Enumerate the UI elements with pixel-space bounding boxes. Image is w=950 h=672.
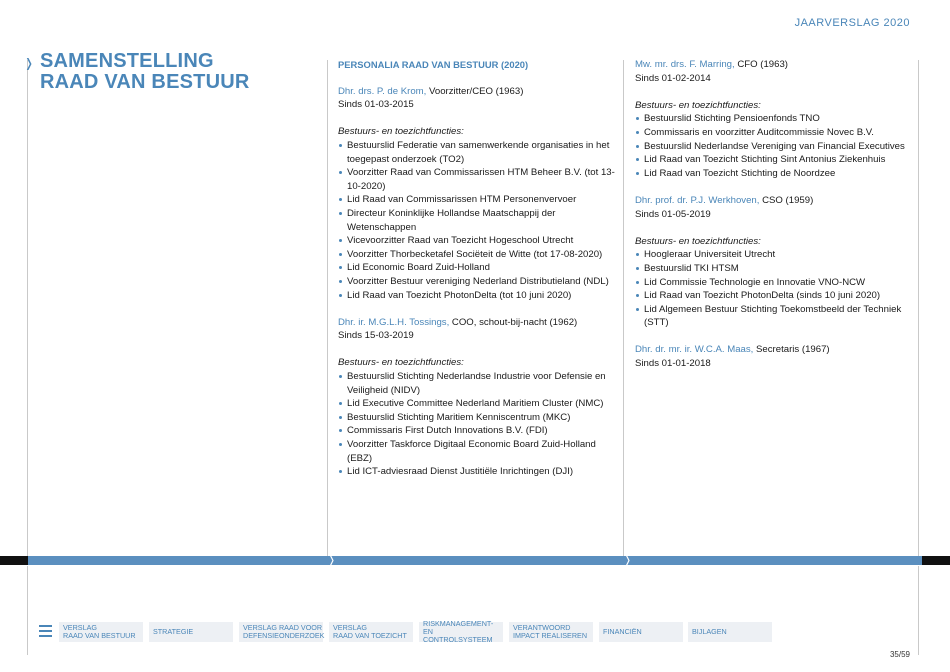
page-title	[40, 51, 250, 93]
person-header	[338, 316, 620, 330]
person-header	[635, 343, 917, 357]
functions-list	[338, 139, 620, 302]
column-divider	[918, 60, 919, 556]
person-role: COO, schout-bij-nacht (1962)	[449, 316, 578, 328]
page-title-line1: SAMENSTELLING	[40, 50, 214, 72]
column-divider	[623, 60, 624, 556]
section-heading: PERSONALIA RAAD VAN BESTUUR (2020)	[338, 59, 529, 70]
list-item: Bestuurslid Nederlandse Vereniging van Financial Executives	[635, 140, 917, 154]
person-since: Sinds 01-02-2014	[635, 72, 711, 84]
functions-list	[635, 112, 917, 180]
person-name: Dhr. drs. P. de Krom,	[338, 85, 427, 97]
person-block	[338, 316, 620, 479]
list-item: Lid Raad van Commissarissen HTM Personenvervoer	[338, 193, 620, 207]
person-header	[338, 85, 620, 99]
column-divider	[918, 566, 919, 655]
band-end-left	[0, 556, 28, 565]
list-item: Lid Commissie Technologie en Innovatie VNO-NCW	[635, 276, 917, 290]
person-header	[635, 58, 917, 72]
section-band	[0, 556, 950, 565]
list-item: Bestuurslid Stichting Nederlandse Industrie voor Defensie en Veiligheid (NIDV)	[338, 370, 620, 397]
list-item: Voorzitter Raad van Commissarissen HTM Beheer B.V. (tot 13-10-2020)	[338, 166, 620, 193]
list-item: Bestuurslid TKI HTSM	[635, 262, 917, 276]
functions-list	[635, 248, 917, 330]
list-item: Voorzitter Bestuur vereniging Nederland Distributieland (NDL)	[338, 275, 620, 289]
nav-item-4[interactable]: RISKMANAGEMENT- EN CONTROLSYSTEEM	[419, 622, 503, 642]
band-end-right	[922, 556, 950, 565]
content-column-right	[635, 58, 917, 384]
nav-item-7[interactable]: BIJLAGEN	[688, 622, 772, 642]
nav-item-1[interactable]: STRATEGIE	[149, 622, 233, 642]
list-item: Voorzitter Thorbecketafel Sociëteit de Witte (tot 17-08-2020)	[338, 248, 620, 262]
functions-heading: Bestuurs- en toezichtfuncties:	[338, 357, 464, 369]
functions-heading: Bestuurs- en toezichtfuncties:	[635, 99, 761, 111]
person-name: Dhr. prof. dr. P.J. Werkhoven,	[635, 194, 760, 206]
column-divider	[327, 60, 328, 556]
person-block	[338, 85, 620, 303]
nav-item-3[interactable]: VERSLAG RAAD VAN TOEZICHT	[329, 622, 413, 642]
list-item: Voorzitter Taskforce Digitaal Economic Board Zuid-Holland (EBZ)	[338, 438, 620, 465]
nav-item-2[interactable]: VERSLAG RAAD VOOR DEFENSIEONDERZOEK	[239, 622, 323, 642]
column-divider	[27, 566, 28, 655]
hamburger-icon[interactable]	[39, 625, 52, 638]
list-item: Commissaris en voorzitter Auditcommissie Novec B.V.	[635, 126, 917, 140]
person-block	[635, 58, 917, 180]
list-item: Directeur Koninklijke Hollandse Maatschappij der Wetenschappen	[338, 207, 620, 234]
person-block	[635, 343, 917, 370]
person-role: Voorzitter/CEO (1963)	[426, 85, 524, 97]
person-role: Secretaris (1967)	[753, 344, 830, 356]
person-role: CFO (1963)	[734, 59, 789, 70]
list-item: Bestuurslid Federatie van samenwerkende organisaties in het toegepast onderzoek (TO2)	[338, 139, 620, 166]
list-item: Hoogleraar Universiteit Utrecht	[635, 248, 917, 262]
page-title-line2: RAAD VAN BESTUUR	[40, 71, 250, 93]
list-item: Vicevoorzitter Raad van Toezicht Hogeschool Utrecht	[338, 234, 620, 248]
list-item: Lid Raad van Toezicht PhotonDelta (sinds 10 juni 2020)	[635, 289, 917, 303]
person-since: Sinds 01-01-2018	[635, 358, 711, 370]
column-divider	[27, 60, 28, 556]
list-item: Lid Algemeen Bestuur Stichting Toekomstbeeld der Techniek (STT)	[635, 303, 917, 330]
chevron-right-icon: ❭	[624, 555, 632, 565]
person-name: Dhr. dr. mr. ir. W.C.A. Maas,	[635, 344, 754, 356]
person-since: Sinds 01-05-2019	[635, 208, 711, 220]
nav-item-6[interactable]: FINANCIËN	[599, 622, 683, 642]
person-block	[635, 194, 917, 330]
person-name: Mw. mr. drs. F. Marring,	[635, 59, 735, 70]
page-number: 35/59	[889, 650, 910, 659]
person-role: CSO (1959)	[759, 194, 814, 206]
list-item: Lid Executive Committee Nederland Maritiem Cluster (NMC)	[338, 397, 620, 411]
list-item: Bestuurslid Stichting Pensioenfonds TNO	[635, 112, 917, 126]
nav-item-0[interactable]: VERSLAG RAAD VAN BESTUUR	[59, 622, 143, 642]
person-header	[635, 194, 917, 208]
nav-item-5[interactable]: VERANTWOORD IMPACT REALISEREN	[509, 622, 593, 642]
person-since: Sinds 01-03-2015	[338, 99, 414, 111]
list-item: Lid Raad van Toezicht Stichting Sint Antonius Ziekenhuis	[635, 153, 917, 167]
list-item: Lid Raad van Toezicht PhotonDelta (tot 10 juni 2020)	[338, 289, 620, 303]
chevron-right-icon: ❭	[328, 555, 336, 565]
person-since: Sinds 15-03-2019	[338, 330, 414, 342]
functions-list	[338, 370, 620, 479]
report-label: JAARVERSLAG 2020	[794, 17, 910, 29]
list-item: Lid Economic Board Zuid-Holland	[338, 261, 620, 275]
list-item: Bestuurslid Stichting Maritiem Kenniscentrum (MKC)	[338, 411, 620, 425]
functions-heading: Bestuurs- en toezichtfuncties:	[635, 235, 761, 247]
list-item: Commissaris First Dutch Innovations B.V. (FDI)	[338, 424, 620, 438]
person-name: Dhr. ir. M.G.L.H. Tossings,	[338, 316, 450, 328]
content-column-left	[338, 58, 620, 492]
list-item: Lid Raad van Toezicht Stichting de Noordzee	[635, 167, 917, 181]
chevron-right-icon: ❭	[24, 56, 35, 70]
list-item: Lid ICT-adviesraad Dienst Justitiële Inrichtingen (DJI)	[338, 465, 620, 479]
functions-heading: Bestuurs- en toezichtfuncties:	[338, 126, 464, 138]
